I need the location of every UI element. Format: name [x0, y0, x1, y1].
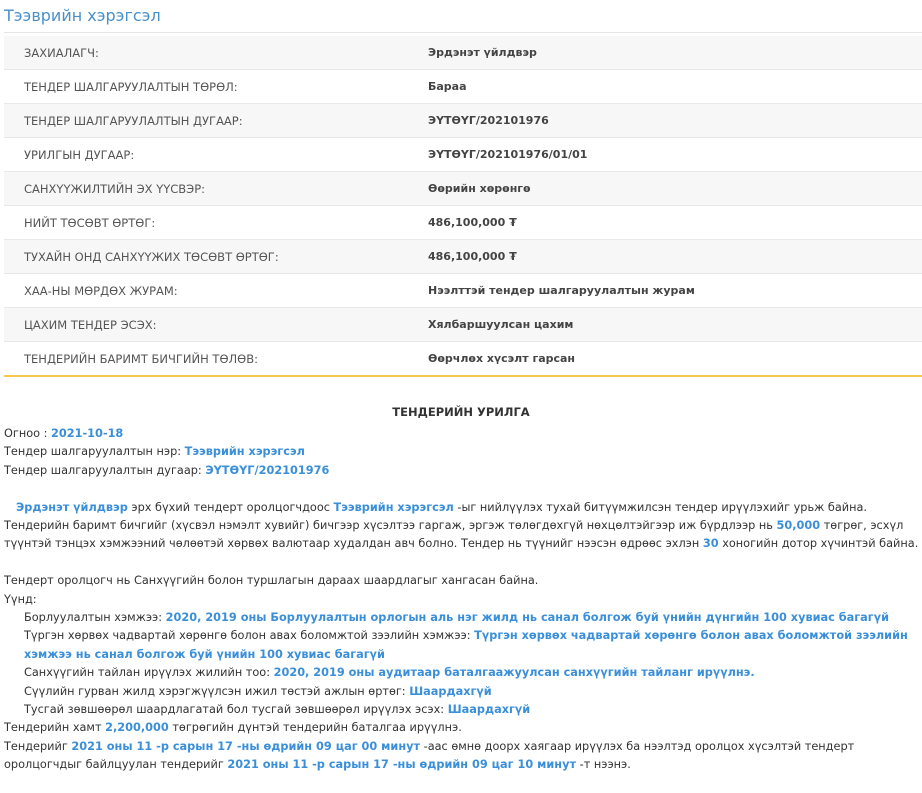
invite-item: Тээврийн хэрэгсэл: [333, 500, 454, 514]
requirement-label: Сүүлийн гурван жилд хэрэгжүүлсэн ижил төстэй ажлын өртөг:: [24, 684, 410, 698]
deadline-open: 2021 оны 11 -р сарын 17 -ны өдрийн 09 цаг 10 минут: [227, 758, 577, 772]
requirements-label: Үүнд:: [4, 592, 37, 606]
guarantee-text-2: төгрөгийн дүнтэй тендерийн баталгаа ирүүлнэ.: [168, 721, 462, 735]
doc-text-2: төгрөг, эсхүл түүнтэй тэнцэх хэмжээний чөлөөтэй хөрвөх валютаар худалдан авч болно. Тендер нь түүнийг нээсэн өдрөөс эхлэн: [4, 519, 904, 551]
row-value-invitation-number: ЭҮТӨҮГ/202101976/01/01: [408, 138, 922, 172]
table-row: [4, 70, 922, 104]
table-row: [4, 104, 922, 138]
notice-name-label: Тендер шалгаруулалтын нэр:: [4, 445, 185, 459]
doc-fee: 50,000: [776, 519, 821, 533]
requirement-label: Санхүүгийн тайлан ирүүлэх жилийн тоо:: [24, 666, 274, 680]
deadline-submit: 2021 оны 11 -р сарын 17 -ны өдрийн 09 цаг 00 минут: [71, 739, 421, 753]
notice-date-value: 2021-10-18: [51, 427, 124, 440]
requirement-label: Борлуулалтын хэмжээ:: [24, 611, 166, 625]
table-row: [4, 172, 922, 206]
row-value-annual-budget: 486,100,000 ₮: [408, 240, 922, 274]
notice-body: [4, 425, 920, 775]
requirement-label: Тусгай зөвшөөрөл шаардлагатай бол тусгай зөвшөөрөл ирүүлэх эсэх:: [24, 703, 448, 717]
table-row: [4, 138, 922, 172]
invite-text-2: -ыг нийлүүлэх тухай битүүмжилсэн тендер ирүүлэхийг урьж байна.: [453, 500, 868, 514]
requirement-item: [4, 701, 920, 719]
row-label-tender-type: ТЕНДЕР ШАЛГАРУУЛАЛТЫН ТӨРӨЛ:: [4, 70, 408, 104]
invite-org: Эрдэнэт үйлдвэр: [16, 500, 128, 514]
requirement-value: Шаардахгүй: [447, 703, 531, 717]
document-paragraph: [4, 517, 920, 554]
deadline-text-2: -аас өмнө доорх хаягаар ирүүлэх ба нээлтэд оролцох хүсэлтэй тендерт оролцогчдыг байлцуулан тендерийг: [4, 739, 855, 772]
row-value-e-tender: Хялбаршуулсан цахим: [408, 308, 922, 342]
requirement-label: Түргэн хөрвөх чадвартай хөрөнгө болон авах боломжтой зээлийн хэмжээ:: [24, 629, 475, 643]
table-row: [4, 206, 922, 240]
requirements-intro: Тендерт оролцогч нь Санхүүгийн болон туршлагын дараах шаардлагыг хангасан байна.: [4, 574, 539, 588]
table-row: [4, 342, 922, 377]
row-value-total-budget: 486,100,000 ₮: [408, 206, 922, 240]
guarantee-line: [4, 719, 920, 737]
requirement-item: [4, 664, 920, 682]
deadline-text-3: -т нээнэ.: [576, 758, 631, 772]
row-label-doc-status: ТЕНДЕРИЙН БАРИМТ БИЧГИЙН ТӨЛӨВ:: [4, 342, 408, 377]
row-label-total-budget: НИЙТ ТӨСӨВТ ӨРТӨГ:: [4, 206, 408, 240]
row-value-tender-number: ЭҮТӨҮГ/202101976: [408, 104, 922, 138]
notice-name-value: Тээврийн хэрэгсэл: [184, 445, 305, 459]
requirement-item: [4, 683, 920, 701]
requirement-value: 2020, 2019 оны аудитаар баталгаажуулсан санхүүгийн тайланг ирүүлнэ.: [273, 666, 755, 680]
notice-number-value: ЭҮТӨҮГ/202101976: [205, 463, 330, 477]
table-row: [4, 36, 922, 70]
notice-name-line: [4, 443, 920, 461]
doc-text-1: Тендерийн баримт бичгийг (хүсвэл нэмэлт хувийг) бичгээр хүсэлтээ гаргаж, эргэж төлөгдөхгүй нөхцөлтэйгээр иж бүрдлээр нь: [4, 519, 777, 533]
row-value-procedure: Нээлттэй тендер шалгаруулалтын журам: [408, 274, 922, 308]
row-label-funding-source: САНХҮҮЖИЛТИЙН ЭХ ҮҮСВЭР:: [4, 172, 408, 206]
table-row: [4, 274, 922, 308]
guarantee-amount: 2,200,000: [105, 721, 169, 735]
notice-date-line: [4, 425, 920, 443]
row-value-doc-status: Өөрчлөх хүсэлт гарсан: [408, 342, 922, 377]
row-value-customer: Эрдэнэт үйлдвэр: [408, 36, 922, 70]
guarantee-text-1: Тендерийн хамт: [4, 721, 106, 735]
notice-number-label: Тендер шалгаруулалтын дугаар:: [4, 463, 206, 477]
notice-number-line: [4, 462, 920, 480]
deadline-paragraph: [4, 738, 920, 775]
title-divider: [4, 32, 922, 33]
deadline-text-1: Тендерийг: [4, 739, 72, 753]
invite-paragraph: [4, 499, 920, 517]
row-value-funding-source: Өөрийн хөрөнгө: [408, 172, 922, 206]
notice-date-label: Огноо :: [4, 427, 52, 440]
requirement-value: Шаардахгүй: [409, 684, 492, 698]
row-label-tender-number: ТЕНДЕР ШАЛГАРУУЛАЛТЫН ДУГААР:: [4, 104, 408, 138]
tender-info-table: [4, 36, 922, 377]
invite-text-1: эрх бүхий тендерт оролцогчдоос: [127, 500, 334, 514]
notice-heading: ТЕНДЕРИЙН УРИЛГА: [392, 405, 530, 419]
table-row: [4, 308, 922, 342]
row-label-procedure: ХАА-НЫ МӨРДӨХ ЖУРАМ:: [4, 274, 408, 308]
requirement-value: Түргэн хөрвөх чадвартай хөрөнгө болон авах боломжтой зээлийн хэмжээ нь санал болгож буй үнийн 100 хувиас багагүй: [24, 629, 908, 661]
row-label-annual-budget: ТУХАЙН ОНД САНХҮҮЖИХ ТӨСӨВТ ӨРТӨГ:: [4, 240, 408, 274]
page-title: Тээврийн хэрэгсэл: [4, 6, 161, 25]
requirement-item: [4, 627, 920, 664]
table-row: [4, 240, 922, 274]
requirement-value: 2020, 2019 оны Борлуулалтын орлогын аль нэг жилд нь санал болгож буй үнийн дүнгийн 100 хувиас багагүй: [165, 611, 889, 625]
doc-text-3: хоногийн дотор хүчинтэй байна.: [718, 537, 919, 551]
row-value-tender-type: Бараа: [408, 70, 922, 104]
row-label-customer: ЗАХИАЛАГЧ:: [4, 36, 408, 70]
row-label-invitation-number: УРИЛГЫН ДУГААР:: [4, 138, 408, 172]
requirement-item: [4, 609, 920, 627]
doc-days: 30: [702, 537, 719, 551]
row-label-e-tender: ЦАХИМ ТЕНДЕР ЭСЭХ:: [4, 308, 408, 342]
